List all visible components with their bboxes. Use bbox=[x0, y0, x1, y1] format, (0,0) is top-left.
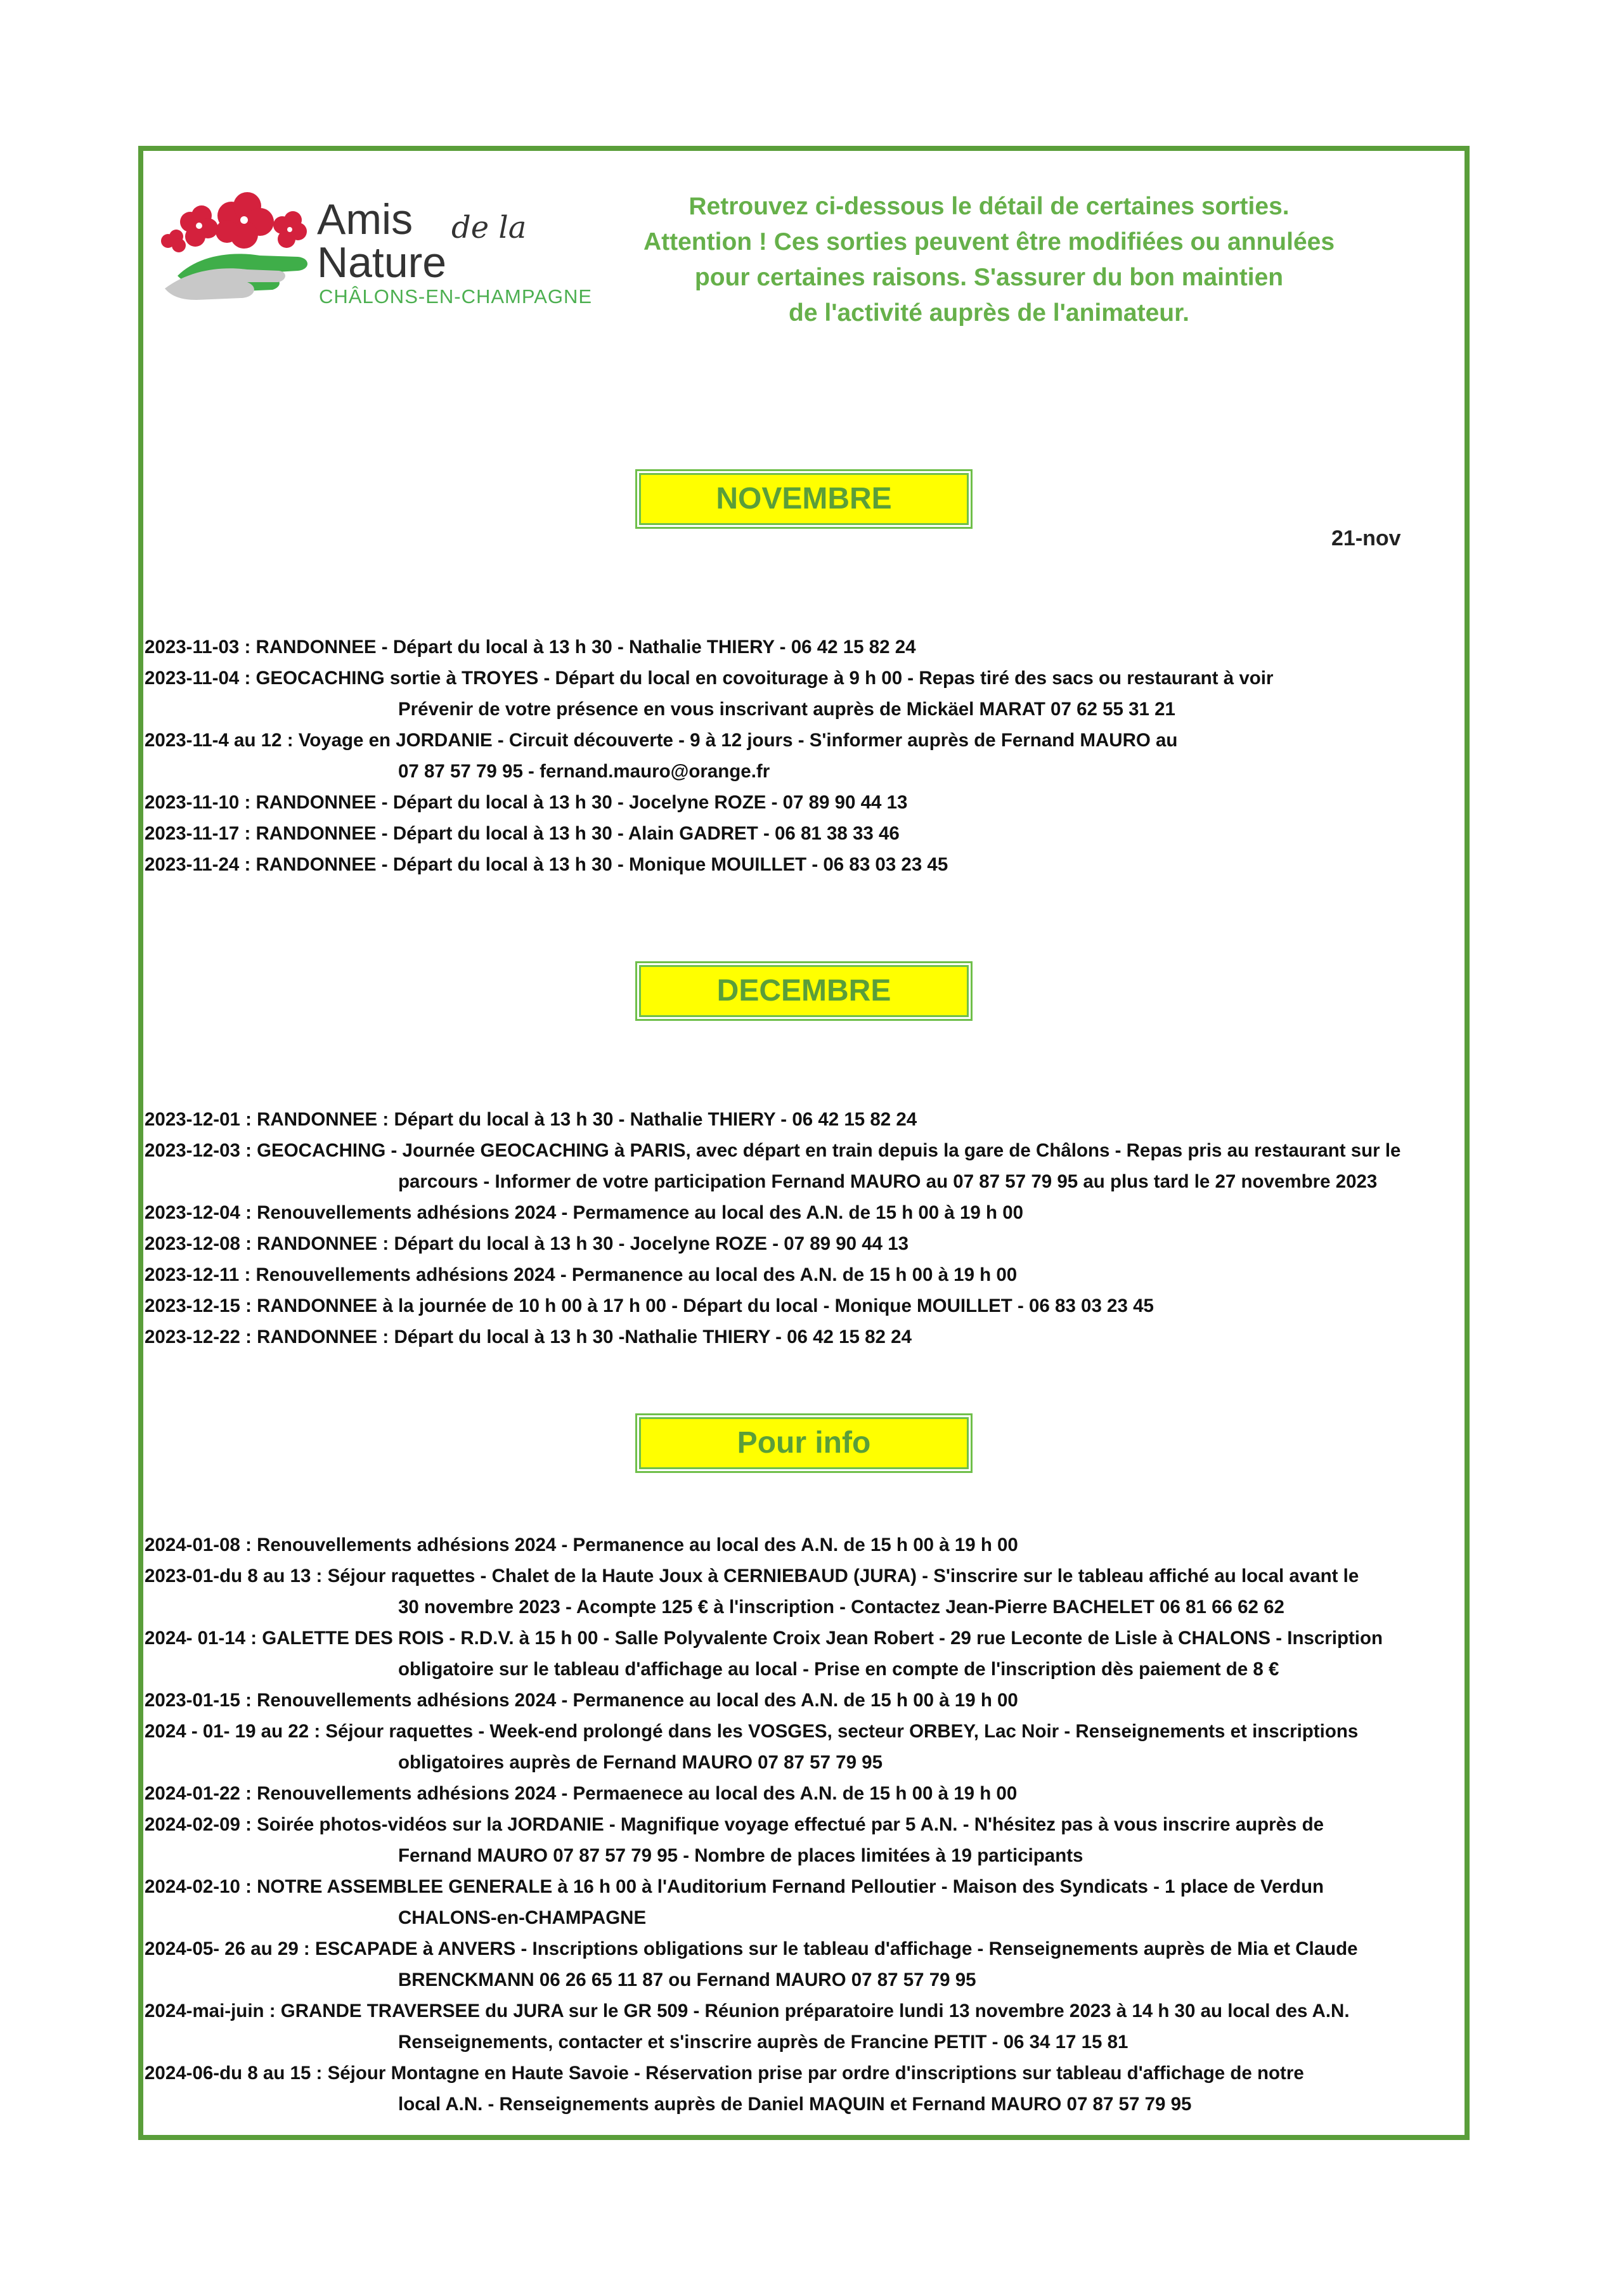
event-line: 2024- 01-14 : GALETTE DES ROIS - R.D.V. à 15 h 00 - Salle Polyvalente Croix Jean Robert - 29 rue Leconte de Lisle à CHALONS - Inscription bbox=[145, 1628, 1383, 1649]
logo-title-amis: Amis bbox=[317, 195, 413, 243]
event-item bbox=[145, 1809, 1463, 1871]
events-list-decembre bbox=[145, 1104, 1463, 1352]
intro-line: Attention ! Ces sorties peuvent être modifiées ou annulées bbox=[643, 228, 1335, 256]
event-item bbox=[145, 1560, 1463, 1623]
logo-title-dela: de la bbox=[451, 210, 527, 245]
event-item bbox=[145, 1716, 1463, 1778]
logo-title-nature: Nature bbox=[317, 238, 447, 287]
event-line: 2023-12-03 : GEOCACHING - Journée GEOCACHING à PARIS, avec départ en train depuis la gare de Châlons - Repas pris au restaurant sur le bbox=[145, 1140, 1401, 1161]
event-line-continuation: Fernand MAURO 07 87 57 79 95 - Nombre de places limitées à 19 participants bbox=[398, 1845, 1083, 1866]
event-line: 2024-01-08 : Renouvellements adhésions 2024 - Permanence au local des A.N. de 15 h 00 à 19 h 00 bbox=[145, 1534, 1018, 1555]
events-list-pour-info bbox=[145, 1529, 1463, 2120]
event-item bbox=[145, 1685, 1463, 1716]
event-line-continuation: 30 novembre 2023 - Acompte 125 € à l'inscription - Contactez Jean-Pierre BACHELET 06 81 66 62 62 bbox=[398, 1597, 1284, 1618]
event-line-continuation: obligatoires auprès de Fernand MAURO 07 87 57 79 95 bbox=[398, 1752, 883, 1773]
event-line: 2023-11-03 : RANDONNEE - Départ du local à 13 h 30 - Nathalie THIERY - 06 42 15 82 24 bbox=[145, 637, 916, 658]
event-line-continuation: BRENCKMANN 06 26 65 11 87 ou Fernand MAURO 07 87 57 79 95 bbox=[398, 1969, 976, 1990]
event-line: 2024 - 01- 19 au 22 : Séjour raquettes - Week-end prolongé dans les VOSGES, secteur ORBEY, Lac Noir - Renseignements et inscriptions bbox=[145, 1721, 1359, 1742]
event-line: 2023-11-24 : RANDONNEE - Départ du local à 13 h 30 - Monique MOUILLET - 06 83 03 23 45 bbox=[145, 854, 948, 875]
event-item bbox=[145, 1871, 1463, 1933]
event-line: 2023-11-4 au 12 : Voyage en JORDANIE - Circuit découverte - 9 à 12 jours - S'informer auprès de Fernand MAURO au bbox=[145, 730, 1178, 751]
intro-line: Retrouvez ci-dessous le détail de certaines sorties. bbox=[689, 193, 1290, 220]
event-line-continuation: obligatoire sur le tableau d'affichage au local - Prise en compte de l'inscription dès paiement de 8 € bbox=[398, 1659, 1279, 1680]
event-line: 2024-02-09 : Soirée photos-vidéos sur la JORDANIE - Magnifique voyage effectué par 5 A.N. - N'hésitez pas à vous inscrire auprès de bbox=[145, 1814, 1324, 1835]
event-line: 2023-11-04 : GEOCACHING sortie à TROYES - Départ du local en covoiturage à 9 h 00 - Repas tiré des sacs ou restaurant à voir bbox=[145, 668, 1274, 689]
event-line: 2023-01-du 8 au 13 : Séjour raquettes - Chalet de la Haute Joux à CERNIEBAUD (JURA) - S'inscrire sur le tableau affiché au local avant le bbox=[145, 1566, 1359, 1586]
event-line: 2023-11-10 : RANDONNEE - Départ du local à 13 h 30 - Jocelyne ROZE - 07 89 90 44 13 bbox=[145, 792, 908, 813]
event-item bbox=[145, 1104, 1463, 1135]
event-item bbox=[145, 1135, 1463, 1197]
event-item bbox=[145, 725, 1463, 787]
logo-city: CHÂLONS-EN-CHAMPAGNE bbox=[319, 285, 593, 308]
event-line: 2023-12-11 : Renouvellements adhésions 2024 - Permanence au local des A.N. de 15 h 00 à 19 h 00 bbox=[145, 1264, 1018, 1285]
event-line: 2024-02-10 : NOTRE ASSEMBLEE GENERALE à 16 h 00 à l'Auditorium Fernand Pelloutier - Maison des Syndicats - 1 place de Verdun bbox=[145, 1876, 1324, 1897]
events-list-novembre bbox=[145, 632, 1463, 880]
event-item bbox=[145, 1290, 1463, 1321]
event-line: 2024-mai-juin : GRANDE TRAVERSEE du JURA sur le GR 509 - Réunion préparatoire lundi 13 novembre 2023 à 14 h 30 au local des A.N. bbox=[145, 2001, 1350, 2021]
section-title-decembre: DECEMBRE bbox=[639, 965, 969, 1017]
section-title-pour-info: Pour info bbox=[639, 1417, 969, 1469]
event-item bbox=[145, 1995, 1463, 2058]
event-line: 2023-12-08 : RANDONNEE : Départ du local à 13 h 30 - Jocelyne ROZE - 07 89 90 44 13 bbox=[145, 1233, 909, 1254]
event-item bbox=[145, 1778, 1463, 1809]
event-line-continuation: 07 87 57 79 95 - fernand.mauro@orange.fr bbox=[398, 761, 770, 782]
event-line: 2024-05- 26 au 29 : ESCAPADE à ANVERS - Inscriptions obligations sur le tableau d'affichage - Renseignements auprès de Mia et Claude bbox=[145, 1938, 1358, 1959]
event-item bbox=[145, 1321, 1463, 1352]
event-line: 2023-12-04 : Renouvellements adhésions 2024 - Permamence au local des A.N. de 15 h 00 à 19 h 00 bbox=[145, 1202, 1024, 1223]
event-item bbox=[145, 1259, 1463, 1290]
event-item bbox=[145, 1197, 1463, 1228]
event-line: 2023-12-15 : RANDONNEE à la journée de 10 h 00 à 17 h 00 - Départ du local - Monique MOUILLET - 06 83 03 23 45 bbox=[145, 1295, 1154, 1316]
event-line-continuation: Prévenir de votre présence en vous inscrivant auprès de Mickäel MARAT 07 62 55 31 21 bbox=[398, 699, 1175, 720]
event-line-continuation: Renseignements, contacter et s'inscrire auprès de Francine PETIT - 06 34 17 15 81 bbox=[398, 2032, 1128, 2053]
event-item bbox=[145, 632, 1463, 663]
event-item bbox=[145, 2058, 1463, 2120]
event-line-continuation: parcours - Informer de votre participation Fernand MAURO au 07 87 57 79 95 au plus tard le 27 novembre 2023 bbox=[398, 1171, 1378, 1192]
event-item bbox=[145, 787, 1463, 818]
event-item bbox=[145, 1623, 1463, 1685]
event-line: 2023-01-15 : Renouvellements adhésions 2024 - Permanence au local des A.N. de 15 h 00 à 19 h 00 bbox=[145, 1690, 1018, 1711]
logo-flowers bbox=[161, 192, 307, 252]
event-item bbox=[145, 663, 1463, 725]
event-item bbox=[145, 849, 1463, 880]
event-item bbox=[145, 818, 1463, 849]
event-line-continuation: local A.N. - Renseignements auprès de Daniel MAQUIN et Fernand MAURO 07 87 57 79 95 bbox=[398, 2094, 1192, 2115]
event-line: 2024-01-22 : Renouvellements adhésions 2024 - Permaenece au local des A.N. de 15 h 00 à 19 h 00 bbox=[145, 1783, 1018, 1804]
event-line: 2023-11-17 : RANDONNEE - Départ du local à 13 h 30 - Alain GADRET - 06 81 38 33 46 bbox=[145, 823, 900, 844]
event-item bbox=[145, 1933, 1463, 1995]
event-item bbox=[145, 1529, 1463, 1560]
intro-line: pour certaines raisons. S'assurer du bon maintien bbox=[694, 264, 1284, 291]
intro-line: de l'activité auprès de l'animateur. bbox=[789, 299, 1189, 327]
event-item bbox=[145, 1228, 1463, 1259]
event-line-continuation: CHALONS-en-CHAMPAGNE bbox=[398, 1907, 647, 1928]
date-stamp: 21-nov bbox=[1331, 526, 1401, 550]
section-title-novembre: NOVEMBRE bbox=[639, 473, 969, 525]
intro-notice bbox=[571, 189, 1407, 331]
event-line: 2024-06-du 8 au 15 : Séjour Montagne en Haute Savoie - Réservation prise par ordre d'inscriptions sur tableau d'affichage de notre bbox=[145, 2063, 1304, 2084]
event-line: 2023-12-01 : RANDONNEE : Départ du local à 13 h 30 - Nathalie THIERY - 06 42 15 82 24 bbox=[145, 1109, 917, 1130]
event-line: 2023-12-22 : RANDONNEE : Départ du local à 13 h 30 -Nathalie THIERY - 06 42 15 82 24 bbox=[145, 1326, 912, 1347]
